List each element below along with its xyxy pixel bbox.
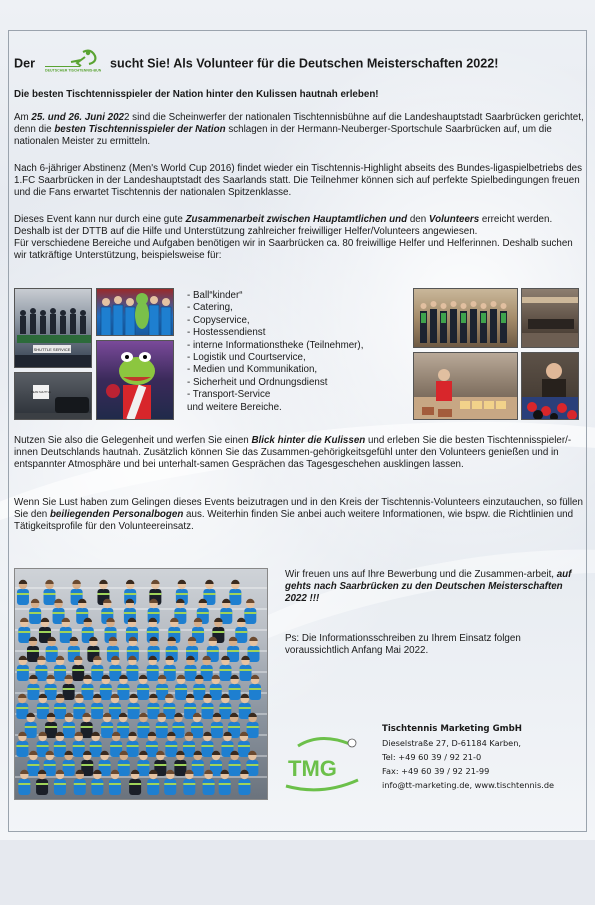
photo-volunteer-group-suits (14, 288, 92, 368)
list-item: - Sicherheit und Ordnungsdienst (187, 376, 328, 388)
list-item: - Logistik und Courtservice, (187, 352, 306, 364)
photo-volunteers-blue-red (96, 288, 174, 336)
photo-volunteer-team (14, 568, 268, 800)
history-paragraph: Nach 6-jähriger Abstinenz (Men's World Cup 2016) findet wieder ein Tischtennis-Highlight abseits des Bundes-ligaspielbetriebs des 1.FC Saarbrücken in der Landeshauptstadt des Saarlands statt. Die Teilnehmer können sich auf perfekte Spielbedingungen freuen und die Fans erwartet Tischtennis der nationalen Spitzenklasse. (14, 163, 583, 198)
subheadline: Die besten Tischtennisspieler der Nation hinter den Kulissen hautnah erleben! (14, 89, 379, 100)
photo-sign-text: TEAM SHUTTLE (31, 391, 51, 394)
tmg-logo-text: TMG (288, 756, 337, 781)
application-paragraph: Wenn Sie Lust haben zum Gelingen dieses Events beizutragen und in den Kreis der Tischtennis-Volunteers einzutauchen, so füllen Sie den beiliegenden Personalbogen aus. Weiterhin finden Sie anbei auch weitere Informationen, wie bspw. die Richtlinien und Tätigkeitsprofile für den Volunteereinsatz. (14, 497, 583, 532)
list-item: - Catering, (187, 302, 233, 314)
list-item: - Transport-Service (187, 389, 271, 401)
list-item: - Hostessendienst (187, 327, 266, 339)
company-web[interactable]: info@tt-marketing.de, www.tischtennis.de (382, 780, 555, 790)
closing-paragraph: Wir freuen uns auf Ihre Bewerbung und die Zusammen-arbeit, auf gehts nach Saarbrücken zu den Deutschen Meisterschaften 2022 !!! (285, 569, 572, 604)
task-list (187, 290, 363, 414)
photo-catering-volunteer (413, 352, 518, 420)
company-phone: Tel: +49 60 39 / 92 21-0 (382, 752, 482, 762)
dttb-logo-text: DEUTSCHER TISCHTENNIS-BUND (44, 68, 101, 73)
experience-paragraph: Nutzen Sie also die Gelegenheit und werfen Sie einen Blick hinter die Kulissen und erleben Sie die besten Tischtennisspieler/-innen Deutschlands hautnah. Zusätzlich können Sie das Zusammen-gehörigkeitsgefühl unter den Volunteers genießen und in entspannter Atmosphäre und bei unterhalt-samen Gesprächen das Tagesgeschehen ausklingen lassen. (14, 435, 572, 470)
photo-venue-hall (521, 288, 579, 348)
list-item: - interne Informationstheke (Teilnehmer), (187, 339, 364, 351)
photo-mascot (96, 340, 174, 420)
company-address: Dieselstraße 27, D-61184 Karben, (382, 738, 522, 748)
list-item: - Copyservice, (187, 314, 250, 326)
photo-volunteers-line (413, 288, 518, 348)
company-fax: Fax: +49 60 39 / 92 21-99 (382, 766, 490, 776)
photo-banner-text: SHUTTLE SERVICE (33, 347, 71, 352)
list-item: und weitere Bereiche. (187, 401, 282, 413)
intro-paragraph: Am 25. und 26. Juni 2022 sind die Scheinwerfer der nationalen Tischtennisbühne auf die Landeshauptstadt Saarbrücken gerichtet, denn die besten Tischtennisspieler der Nation schlagen in der Hermann-Neuberger-Sportschule Saarbrücken auf, um die nationalen Meister zu ermitteln. (14, 112, 584, 147)
list-item: - Medien und Kommunikation, (187, 364, 318, 376)
list-item: - Ball“kinder“ (187, 290, 243, 301)
tmg-logo (280, 732, 366, 796)
dttb-logo (45, 48, 101, 74)
company-name: Tischtennis Marketing GmbH (382, 724, 522, 734)
photo-volunteer-rackets (521, 352, 579, 420)
photo-shuttle-sign (14, 372, 92, 420)
headline-text: sucht Sie! Als Volunteer für die Deutschen Meisterschaften 2022! (110, 56, 499, 71)
headline-prefix: Der (14, 56, 35, 71)
headline (14, 51, 584, 77)
contact-block (382, 722, 554, 792)
ps-paragraph: Ps: Die Informationsschreiben zu Ihrem Einsatz folgen voraussichtlich Anfang Mai 2022. (285, 633, 521, 656)
volunteer-paragraph: Dieses Event kann nur durch eine gute Zusammenarbeit zwischen Hauptamtlichen und den Volunteers erreicht werden. Deshalb ist der DTTB auf die Hilfe und Unterstützung zahlreicher freiwilliger Helfer/Volunteers angewiesen. Für verschiedene Bereiche und Aufgaben benötigen wir in Saarbrücken ca. 80 freiwillige Helfer und Helferinnen. Deshalb suchen wir tatkräftige Unterstützung, beispielsweise für: (14, 214, 573, 261)
